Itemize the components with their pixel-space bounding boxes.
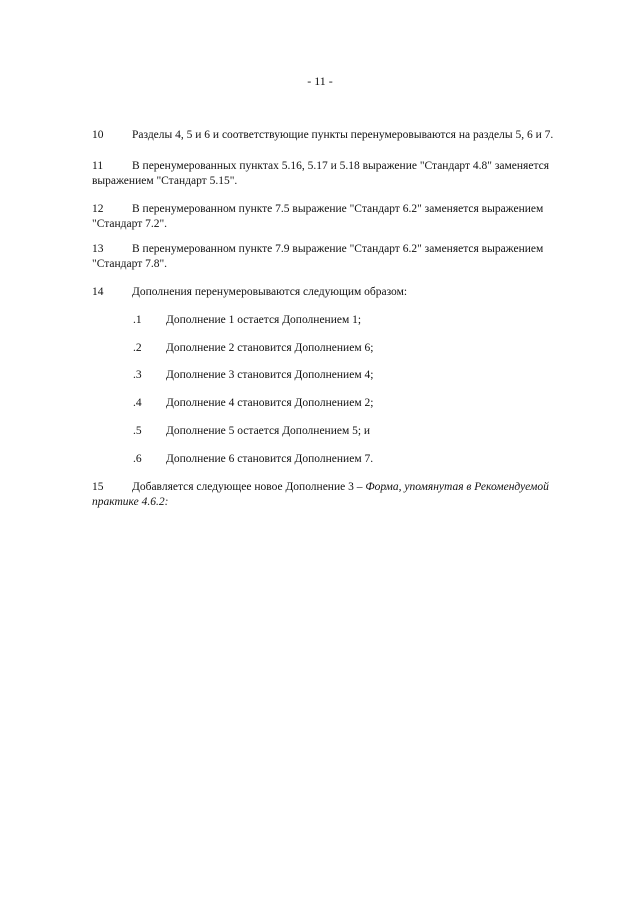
- list-item-text: Дополнение 3 становится Дополнением 4;: [166, 369, 374, 381]
- list-item-number: .1: [133, 314, 142, 326]
- paragraph-number: 14: [92, 286, 104, 298]
- paragraph-text-italic: Форма, упомянутая в Рекомендуемой: [365, 481, 549, 493]
- page-number: - 11 -: [307, 74, 333, 88]
- paragraph-text: В перенумерованном пункте 7.9 выражение "Стандарт 6.2" заменяется выражением: [132, 243, 544, 255]
- list-item-number: .4: [133, 397, 142, 409]
- list-item-text: Дополнение 1 остается Дополнением 1;: [166, 314, 362, 326]
- list-item-number: .2: [133, 342, 142, 354]
- paragraph-text-continued: выражением "Стандарт 5.15".: [92, 175, 238, 187]
- list-item-number: .5: [133, 425, 142, 437]
- paragraph-14: [92, 285, 574, 300]
- list-item-number: .6: [133, 453, 142, 465]
- paragraph-number: 13: [92, 243, 104, 255]
- list-item-text: Дополнение 6 становится Дополнением 7.: [166, 453, 374, 465]
- paragraph-11: [92, 159, 574, 189]
- list-item-text: Дополнение 2 становится Дополнением 6;: [166, 342, 374, 354]
- list-item-text: Дополнение 5 остается Дополнением 5; и: [166, 425, 371, 437]
- paragraph-13: [92, 242, 574, 272]
- paragraph-number: 10: [92, 129, 104, 141]
- paragraph-text: В перенумерованных пунктах 5.16, 5.17 и 5.18 выражение "Стандарт 4.8" заменяется: [132, 160, 549, 172]
- paragraph-number: 11: [92, 160, 104, 172]
- paragraph-number: 12: [92, 203, 104, 215]
- paragraph-text: В перенумерованном пункте 7.5 выражение "Стандарт 6.2" заменяется выражением: [132, 203, 544, 215]
- paragraph-text-regular: Добавляется следующее новое Дополнение 3 –: [132, 481, 366, 493]
- paragraph-number: 15: [92, 481, 104, 493]
- paragraph-text-continued: "Стандарт 7.8".: [92, 258, 168, 270]
- paragraph-text-italic-continued: практике 4.6.2:: [92, 496, 169, 508]
- paragraph-text: Дополнения перенумеровываются следующим образом:: [132, 286, 408, 298]
- paragraph-10: [92, 128, 574, 143]
- paragraph-12: [92, 202, 574, 232]
- paragraph-text: [92, 480, 574, 495]
- paragraph-text-continued: "Стандарт 7.2".: [92, 218, 168, 230]
- paragraph-15: [92, 480, 574, 510]
- paragraph-text: Разделы 4, 5 и 6 и соответствующие пункты перенумеровываются на разделы 5, 6 и 7.: [132, 129, 554, 141]
- list-item-number: .3: [133, 369, 142, 381]
- list-item-text: Дополнение 4 становится Дополнением 2;: [166, 397, 374, 409]
